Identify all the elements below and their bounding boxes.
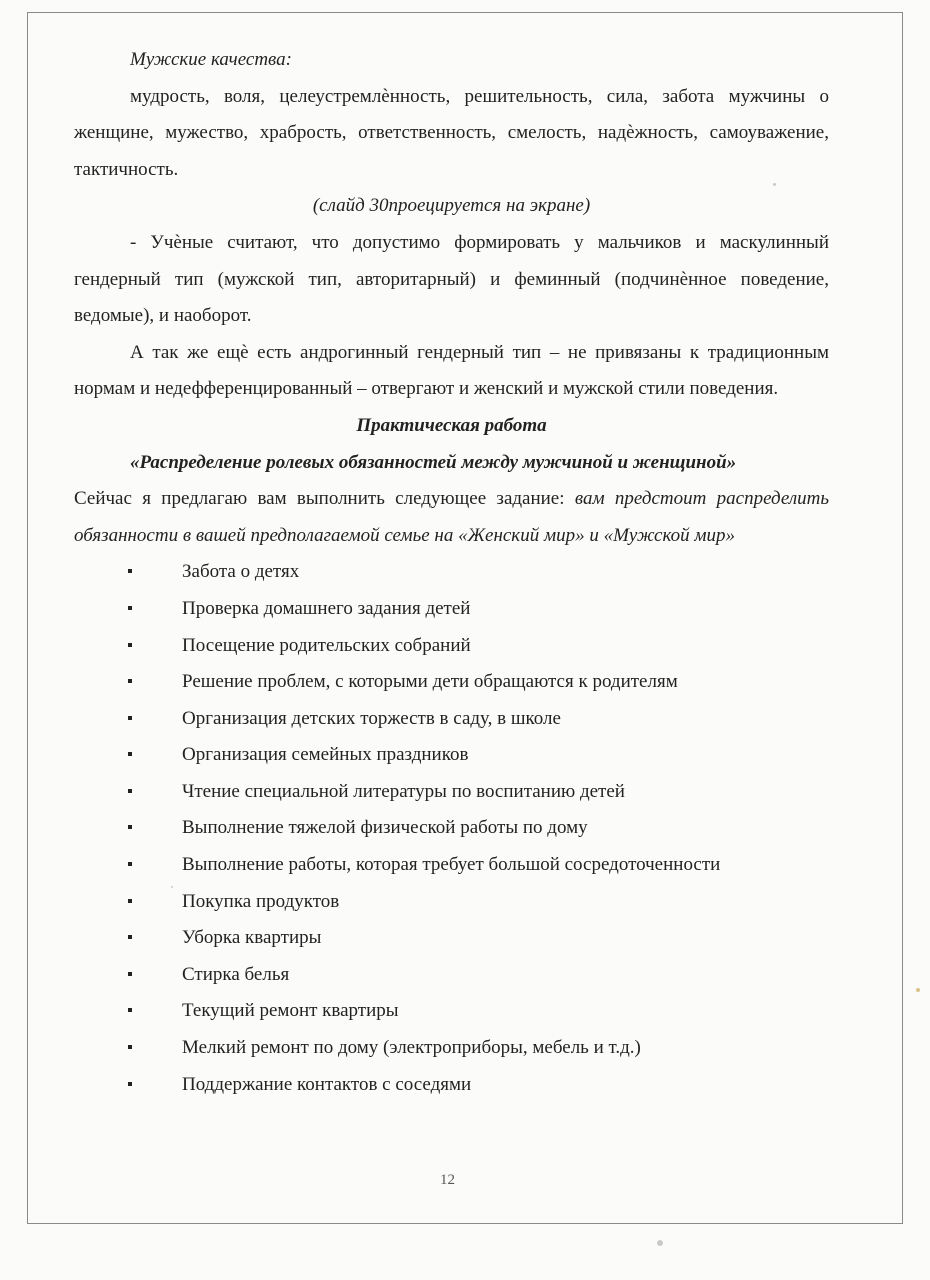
bullet-icon <box>128 1008 132 1012</box>
scan-speck <box>657 1240 663 1246</box>
duty-label: Поддержание контактов с соседями <box>182 1073 472 1095</box>
duty-label: Решение проблем, с которыми дети обращаются к родителям <box>182 671 678 693</box>
list-item <box>74 1030 829 1067</box>
duty-label: Посещение родительских собраний <box>182 634 471 656</box>
list-item <box>74 591 829 628</box>
bullet-icon <box>128 643 132 647</box>
task-italic: вам предстоит распределить обязанности в вашей предполагаемой семье на «Женский мир» и «Мужской мир» <box>74 488 829 546</box>
slide-note: (слайд 30проецируется на экране) <box>312 195 591 217</box>
list-item <box>74 554 829 591</box>
list-item <box>74 774 829 811</box>
bullet-icon <box>128 899 132 903</box>
duty-label: Выполнение работы, которая требует большой сосредоточенности <box>182 854 721 876</box>
duty-label: Проверка домашнего задания детей <box>182 597 471 619</box>
bullet-icon <box>128 789 132 793</box>
task-intro: Сейчас я предлагаю вам выполнить следующее задание: <box>74 488 575 510</box>
list-item <box>74 701 829 738</box>
list-item <box>74 810 829 847</box>
list-item <box>74 884 829 921</box>
scan-speck <box>171 886 173 888</box>
duty-label: Текущий ремонт квартиры <box>182 1000 399 1022</box>
bullet-icon <box>128 679 132 683</box>
duties-list <box>74 554 829 1103</box>
bullet-icon <box>128 1045 132 1049</box>
paragraph-androgynous: А так же ещѐ есть андрогинный гендерный тип – не привязаны к традиционным нормам и недефференцированный – отвергают и женский и мужской стили поведения. <box>74 341 829 400</box>
bullet-icon <box>128 569 132 573</box>
duty-label: Забота о детях <box>182 561 300 583</box>
list-item <box>74 664 829 701</box>
duty-label: Уборка квартиры <box>182 927 322 949</box>
list-item <box>74 920 829 957</box>
male-qualities-text: мудрость, воля, целеустремлѐнность, решительность, сила, забота мужчины о женщине, мужество, храбрость, ответственность, смелость, надѐжность, самоуважение, тактичность. <box>74 85 829 180</box>
practical-work-subtitle: «Распределение ролевых обязанностей между мужчиной и женщиной» <box>130 451 737 473</box>
list-item <box>74 957 829 994</box>
practical-work-title: Практическая работа <box>356 414 547 436</box>
list-item <box>74 847 829 884</box>
task-paragraph <box>74 481 829 554</box>
paragraph-scientists: - Учѐные считают, что допустимо формировать у мальчиков и маскулинный гендерный тип (мужской тип, авторитарный) и феминный (подчинѐнное поведение, ведомые), и наоборот. <box>74 231 829 327</box>
bullet-icon <box>128 862 132 866</box>
bullet-icon <box>128 825 132 829</box>
list-item <box>74 737 829 774</box>
scan-speck <box>773 183 776 186</box>
duty-label: Чтение специальной литературы по воспитанию детей <box>182 780 625 802</box>
bullet-icon <box>128 935 132 939</box>
list-item <box>74 628 829 665</box>
duty-label: Выполнение тяжелой физической работы по дому <box>182 817 588 839</box>
duty-label: Покупка продуктов <box>182 890 340 912</box>
scan-speck <box>916 988 920 992</box>
duty-label: Организация детских торжеств в саду, в школе <box>182 707 561 729</box>
bullet-icon <box>128 752 132 756</box>
duty-label: Стирка белья <box>182 963 290 985</box>
list-item <box>74 993 829 1030</box>
bullet-icon <box>128 716 132 720</box>
bullet-icon <box>128 1082 132 1086</box>
page-number: 12 <box>440 1172 455 1188</box>
list-item <box>74 1067 829 1104</box>
document-body <box>74 42 829 1103</box>
bullet-icon <box>128 606 132 610</box>
bullet-icon <box>128 972 132 976</box>
duty-label: Мелкий ремонт по дому (электроприборы, мебель и т.д.) <box>182 1037 641 1059</box>
duty-label: Организация семейных праздников <box>182 744 469 766</box>
male-qualities-heading: Мужские качества: <box>130 49 293 70</box>
